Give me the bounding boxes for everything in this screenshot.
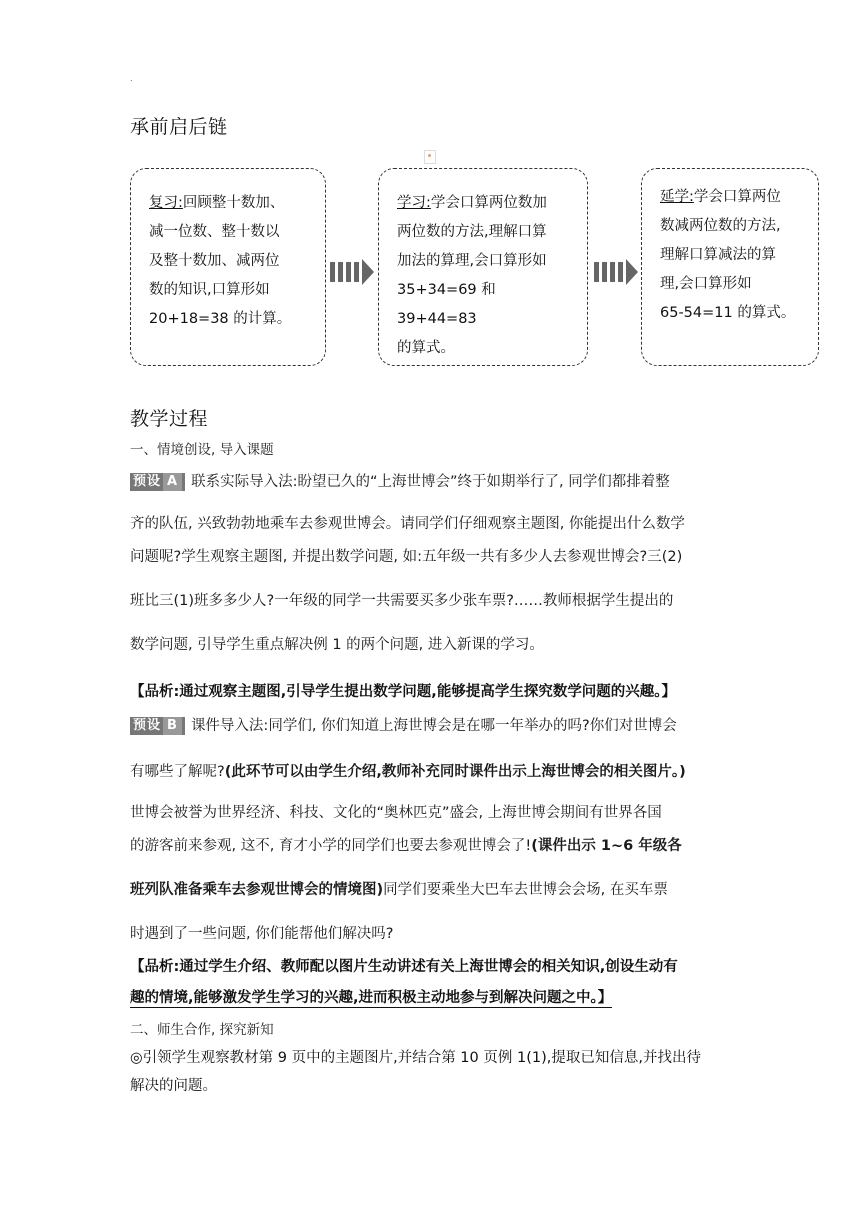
preset-a-line-4: 班比三(1)班多多少人?一年级的同学一共需要买多少张车票?……教师根据学生提出的 — [130, 593, 674, 609]
review-line-1: 回顾整十数加、 — [182, 195, 285, 211]
learn-line-4: 35+34=69 和 39+44=83 — [397, 282, 496, 327]
review-line-2: 减一位数、整十数以 — [149, 224, 280, 240]
preset-b-badge: 预设 B — [130, 717, 185, 735]
extend-line-5: 65-54=11 的算式。 — [660, 305, 796, 321]
learn-line-2: 两位数的方法,理解口算 — [397, 224, 547, 240]
arrow-right-icon — [330, 260, 374, 284]
part-two-heading: 二、师生合作, 探究新知 — [130, 1022, 274, 1038]
learn-lead: 学习: — [397, 195, 431, 211]
section-title-process: 教学过程 — [130, 408, 209, 430]
analysis-b-line-2: 趣的情境,能够激发学生学习的兴趣,进而积极主动地参与到解决问题之中。】 — [130, 990, 613, 1006]
review-box — [130, 168, 326, 366]
section-title-chain: 承前启后链 — [130, 116, 228, 138]
preset-a-badge: 预设 A — [130, 473, 185, 491]
learn-line-1: 学会口算两位数加 — [430, 195, 547, 211]
learn-box — [378, 168, 588, 366]
part-two-line-1: ◎引领学生观察教材第 9 页中的主题图片,并结合第 10 页例 1(1),提取已知信息,并找出待 — [130, 1050, 701, 1066]
arrow-right-icon — [594, 260, 638, 284]
preset-a-line-5: 数学问题, 引导学生重点解决例 1 的两个问题, 进入新课的学习。 — [130, 637, 544, 653]
learn-line-3: 加法的算理,会口算形如 — [397, 253, 547, 269]
extend-line-2: 数减两位数的方法, — [660, 218, 781, 234]
preset-b-line-6: 时遇到了一些问题, 你们能帮他们解决吗? — [130, 926, 394, 942]
learn-line-5: 的算式。 — [397, 340, 455, 356]
extend-lead: 延学: — [660, 189, 694, 205]
review-line-5: 20+18=38 的计算。 — [149, 311, 292, 327]
review-line-3: 及整十数加、减两位 — [149, 253, 280, 269]
extend-line-1: 学会口算两位 — [693, 189, 781, 205]
part-two-line-2: 解决的问题。 — [130, 1078, 217, 1094]
preset-b-line-2: 有哪些了解呢?(此环节可以由学生介绍,教师补充同时课件出示上海世博会的相关图片。) — [130, 764, 686, 780]
preset-a-line-3: 问题呢?学生观察主题图, 并提出数学问题, 如:五年级一共有多少人去参观世博会?三(2) — [130, 549, 683, 565]
preset-b-line-5: 班列队准备乘车去参观世博会的情境图)同学们要乘坐大巴车去世博会会场, 在买车票 — [130, 882, 668, 898]
extend-line-4: 理,会口算形如 — [660, 276, 752, 292]
analysis-b-line-1: 【品析:通过学生介绍、教师配以图片生动讲述有关上海世博会的相关知识,创设生动有 — [130, 959, 678, 975]
part-one-heading: 一、情境创设, 导入课题 — [130, 442, 274, 458]
preset-b-line-3: 世博会被誉为世界经济、科技、文化的“奥林匹克”盛会, 上海世博会期间有世界各国 — [130, 805, 662, 821]
preset-a-line-2: 齐的队伍, 兴致勃勃地乘车去参观世博会。请同学们仔细观察主题图, 你能提出什么数学 — [130, 516, 685, 532]
preset-b-line-4: 的游客前来参观, 这不, 育才小学的同学们也要去参观世博会了!(课件出示 1~6 年级各 — [130, 838, 682, 854]
extend-box — [641, 168, 819, 366]
top-mark: . — [130, 74, 133, 83]
preset-a-line-1: 预设 A 联系实际导入法:盼望已久的“上海世博会”终于如期举行了, 同学们都排着整 — [130, 470, 740, 491]
preset-b-line-1: 预设 B 课件导入法:同学们, 你们知道上海世博会是在哪一年举办的吗?你们对世博会 — [130, 714, 740, 735]
extend-line-3: 理解口算减法的算 — [660, 247, 776, 263]
image-placeholder-icon — [424, 150, 436, 164]
review-lead: 复习: — [149, 195, 183, 211]
review-line-4: 数的知识,口算形如 — [149, 282, 270, 298]
analysis-a: 【品析:通过观察主题图,引导学生提出数学问题,能够提高学生探究数学问题的兴趣。】 — [130, 684, 677, 700]
